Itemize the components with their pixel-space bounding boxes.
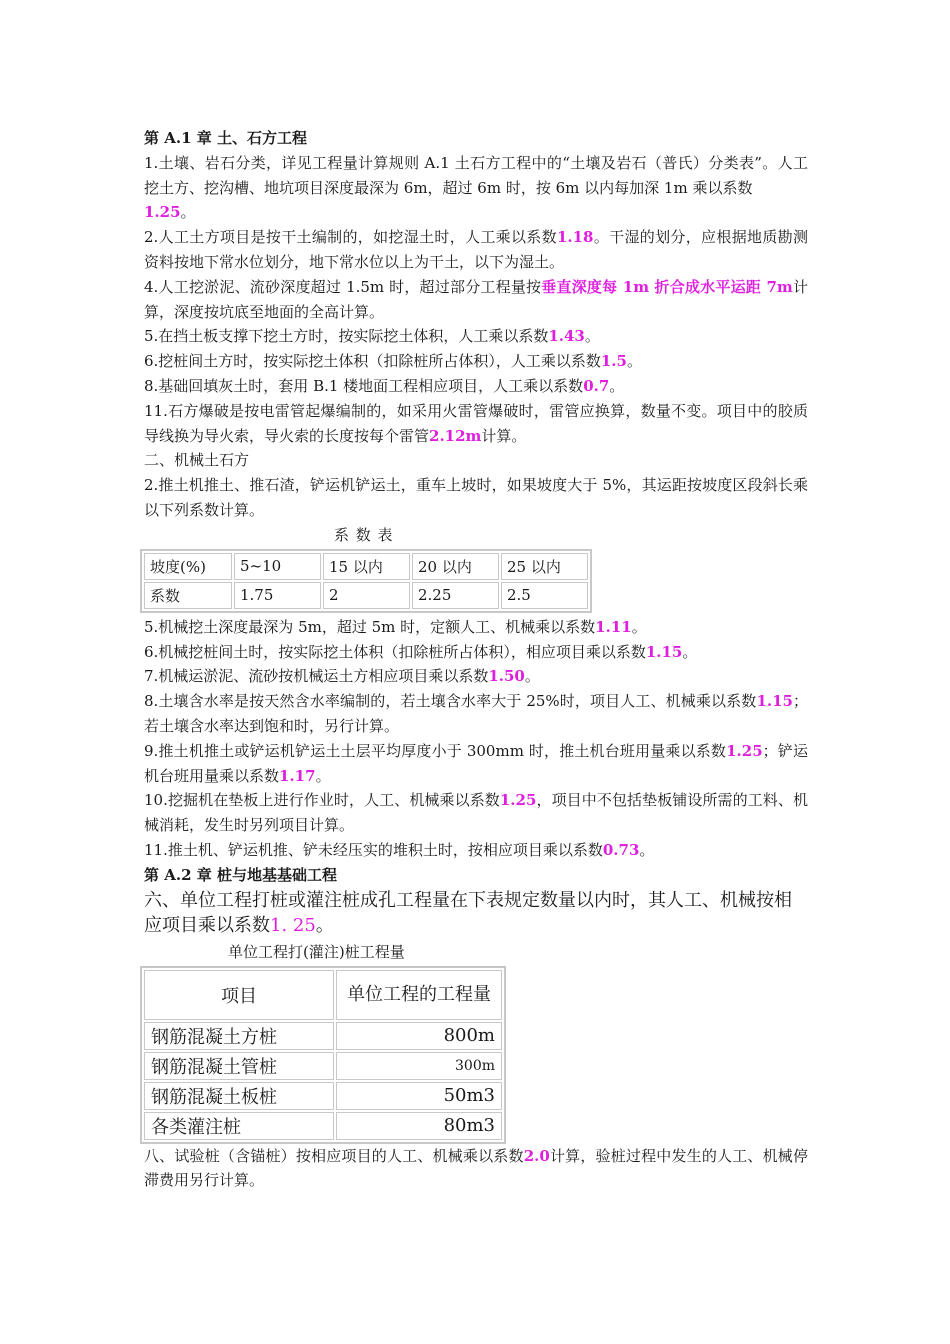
highlight-value: 1.11 [595,617,632,636]
paragraph-text: 六、单位工程打桩或灌注桩成孔工程量在下表规定数量以内时，其人工、机械按相应项目乘以系数 [144,889,792,936]
paragraph-text: 。 [315,766,331,785]
machinery-paragraph-11 [144,838,808,863]
table-cell: 5~10 [234,553,321,580]
paragraph-text: 10.挖掘机在垫板上进行作业时，人工、机械乘以系数 [144,791,500,810]
paragraph-text: 11.推土机、铲运机推、铲未经压实的堆积土时，按相应项目乘以系数 [144,840,603,859]
highlight-value: 0.73 [602,840,640,859]
highlight-value: 1.15 [756,692,793,711]
section-6-paragraph [144,888,808,938]
table-cell: 2.25 [412,582,499,609]
table-cell: 钢筋混凝土板桩 [144,1082,334,1110]
table-header-row [144,970,502,1020]
document-page [144,124,808,1193]
highlight-value: 1.5 [600,352,627,371]
paragraph-text: ；若土壤含水率达到饱和时，另行计算。 [144,692,808,735]
table-cell: 1.75 [234,582,321,609]
machinery-paragraph-9 [144,739,808,789]
paragraph-text: 。 [609,376,625,395]
machinery-paragraph-10 [144,788,808,838]
pile-quantity-table [140,966,506,1144]
coef-table-caption: 系 数 表 [334,525,394,544]
table-cell: 15 以内 [323,553,410,580]
table-header-cell: 单位工程的工程量 [336,970,502,1020]
paragraph-text: 8.基础回填灰土时，套用 B.1 楼地面工程相应项目，人工乘以系数 [144,376,584,395]
paragraph-text: 计算，验桩过程中发生的人工、机械停滞费用另行计算。 [144,1146,808,1190]
paragraph-text: 计算。 [481,426,527,445]
paragraph-text: 9.推土机推土或铲运机铲运土土层平均厚度小于 300mm 时，推土机台班用量乘以系数 [144,741,727,760]
highlight-value: 1.17 [279,766,316,785]
paragraph-text: 。 [584,327,600,346]
paragraph-text: 5.在挡土板支撑下挖土方时，按实际挖土体积，人工乘以系数 [144,327,549,346]
paragraph-text: 5.机械挖土深度最深为 5m，超过 5m 时，定额人工、机械乘以系数 [144,617,596,636]
machinery-paragraph-8 [144,689,808,739]
coefficient-table [140,549,592,613]
highlight-value: 1.25 [726,741,763,760]
highlight-value: 1.25 [144,203,181,222]
highlight-value: 1.43 [548,327,585,346]
paragraph-text: 。 [524,667,540,686]
paragraph-text: 4.人工挖淤泥、流砂深度超过 1.5m 时，超过部分工程量按 [144,277,542,296]
paragraph-text: 。 [180,203,196,222]
table-cell: 20 以内 [412,553,499,580]
highlight-value: 1. 25 [270,914,316,936]
table-row [144,1112,502,1140]
paragraph-text: 。 [626,352,642,371]
table-row [144,582,588,609]
section-machinery-heading: 二、机械土石方 [144,451,250,470]
table-cell: 2.5 [501,582,588,609]
chapter-a1-heading: 第 A.1 章 土、石方工程 [144,129,307,147]
table-cell: 800m [336,1022,502,1050]
paragraph-2 [144,225,808,275]
highlight-value: 0.7 [583,376,610,395]
table-cell: 50m3 [336,1082,502,1110]
highlight-value: 1.18 [556,228,594,247]
table-cell: 钢筋混凝土管桩 [144,1052,334,1080]
paragraph-text: 6.机械挖桩间土时，按实际挖土体积（扣除桩所占体积），相应项目乘以系数 [144,642,646,661]
paragraph-5 [144,324,808,349]
paragraph-8 [144,374,808,399]
table-cell: 坡度(%) [144,553,232,580]
paragraph-text: 。 [639,840,655,859]
table-cell: 25 以内 [501,553,588,580]
table-row [144,1052,502,1080]
paragraph-text: 8.土壤含水率是按天然含水率编制的，若土壤含水率大于 25%时，项目人工、机械乘以系数 [144,692,757,711]
chapter-a2-heading: 第 A.2 章 桩与地基基础工程 [144,865,337,884]
paragraph-text: ；铲运机台班用量乘以系数 [144,741,808,785]
paragraph-text: 。干湿的划分，应根据地质勘测资料按地下常水位划分，地下常水位以上为干土，以下为湿土。 [144,228,808,271]
paragraph-text: 计算，深度按坑底至地面的全高计算。 [144,277,808,321]
table-cell: 2 [323,582,410,609]
machinery-paragraph-6 [144,640,808,665]
paragraph-text: 7.机械运淤泥、流砂按机械运土方相应项目乘以系数 [144,667,489,686]
paragraph-text: 。 [682,642,698,661]
table-row [144,1082,502,1110]
table-row [144,1022,502,1050]
paragraph-6 [144,349,808,374]
paragraph-text: ，项目中不包括垫板铺设所需的工料、机械消耗，发生时另列项目计算。 [144,791,808,835]
paragraph-text: 1.土壤、岩石分类，详见工程量计算规则 A.1 土石方工程中的“土壤及岩石（普氏）分类表”。人工挖土方、挖沟槽、地坑项目深度最深为 6m，超过 6m 时，按 6m 以内每加深 1m 乘以系数 [144,153,808,197]
highlight-value: 垂直深度每 1m 折合成水平运距 7m [541,277,793,296]
paragraph-text: 11.石方爆破是按电雷管起爆编制的，如采用火雷管爆破时，雷管应换算，数量不变。项目中的胶质导线换为导火索，导火索的长度按每个雷管 [144,401,808,445]
highlight-value: 2.0 [523,1146,550,1165]
table-cell: 系数 [144,582,232,609]
paragraph-1 [144,151,808,225]
highlight-value: 1.15 [645,642,683,661]
highlight-value: 1.50 [488,667,525,686]
table-row [144,553,588,580]
table-cell: 300m [336,1052,502,1080]
table-header-cell: 项目 [144,970,334,1020]
section-8-paragraph [144,1144,808,1194]
machinery-paragraph-2: 2.推土机推土、推石渣，铲运机铲运土，重车上坡时，如果坡度大于 5%，其运距按坡度区段斜长乘以下列系数计算。 [144,476,808,519]
machinery-paragraph-5 [144,615,808,640]
table-cell: 各类灌注桩 [144,1112,334,1140]
table-cell: 钢筋混凝土方桩 [144,1022,334,1050]
machinery-paragraph-7 [144,664,808,689]
paragraph-4 [144,275,808,325]
paragraph-text: 2.人工土方项目是按干土编制的，如挖湿土时，人工乘以系数 [144,228,557,247]
highlight-value: 1.25 [499,791,537,810]
table-cell: 80m3 [336,1112,502,1140]
highlight-value: 2.12m [429,426,482,445]
paragraph-11 [144,399,808,449]
pile-table-caption: 单位工程打(灌注)桩工程量 [228,942,405,961]
paragraph-text: 八、试验桩（含锚桩）按相应项目的人工、机械乘以系数 [144,1146,524,1165]
paragraph-text: 。 [631,617,647,636]
paragraph-text: 6.挖桩间土方时，按实际挖土体积（扣除桩所占体积），人工乘以系数 [144,352,601,371]
paragraph-text: 。 [315,914,334,936]
